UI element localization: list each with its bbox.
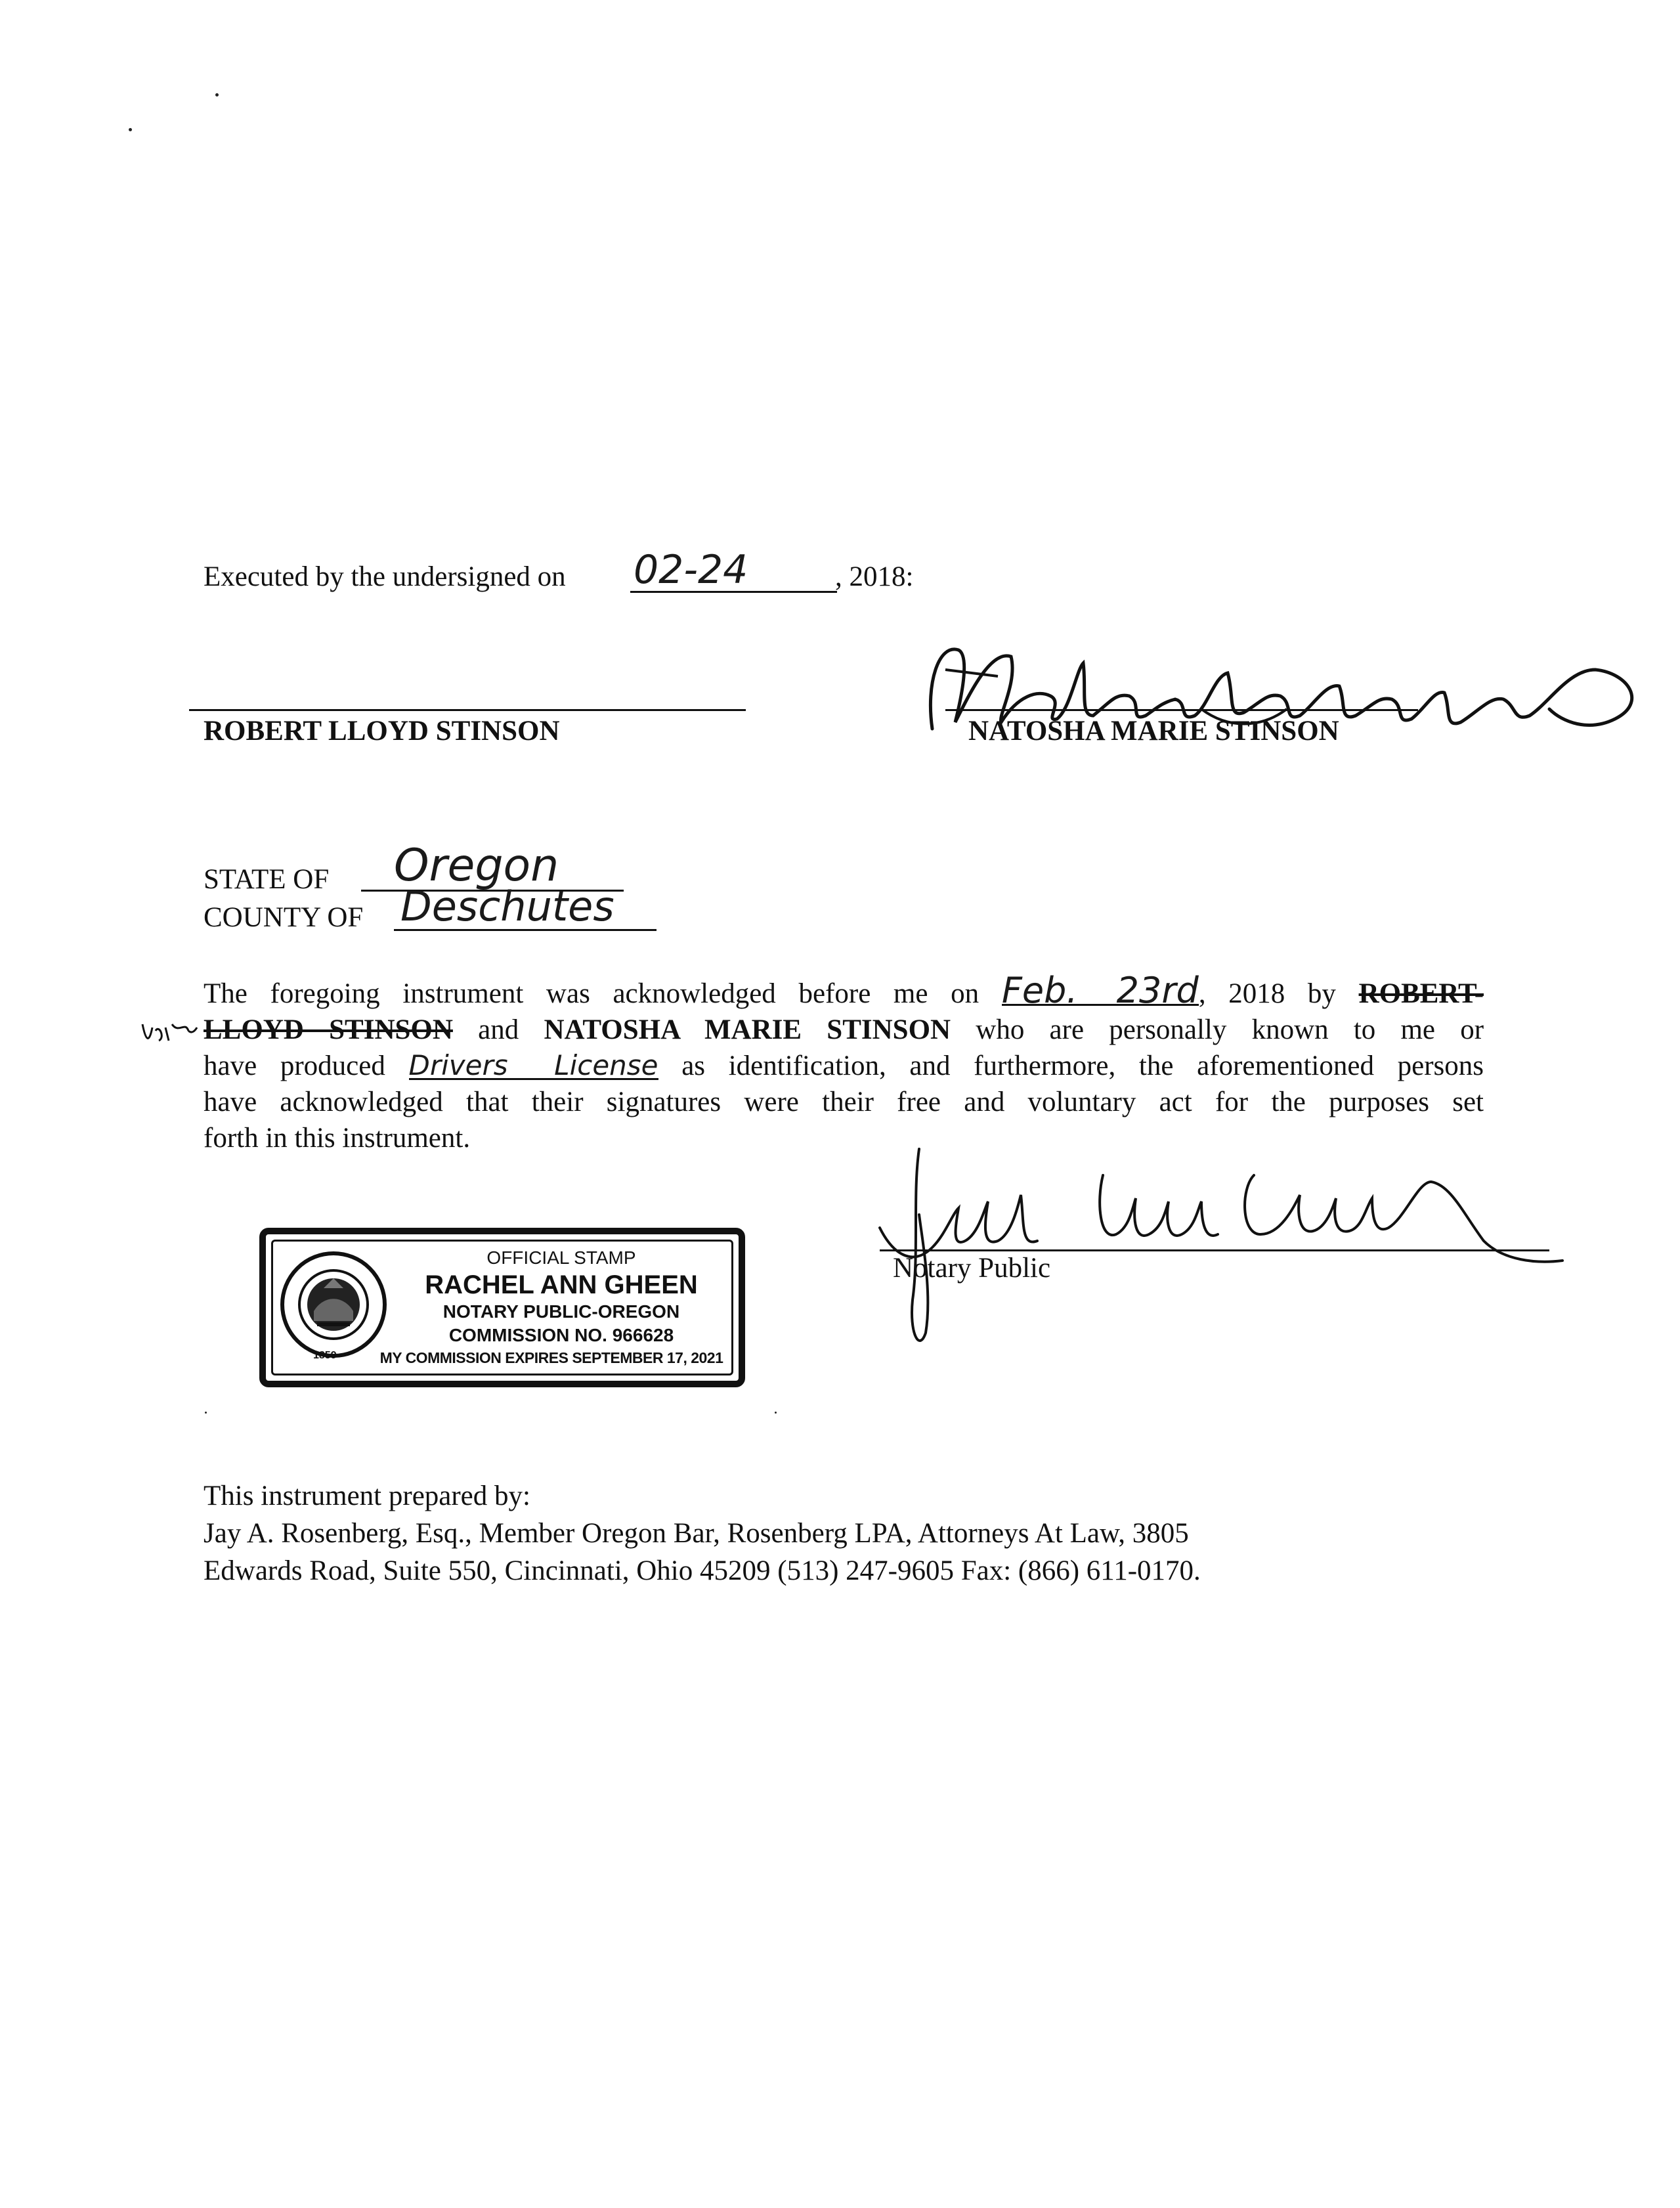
state-value-handwritten: Oregon [394, 840, 559, 892]
oregon-seal-icon [278, 1249, 389, 1360]
struck-name-part1: ROBERT- [1358, 978, 1484, 1009]
signer-name-left: ROBERT LLOYD STINSON [204, 716, 560, 747]
executed-suffix: , 2018: [835, 561, 914, 592]
stamp-line-4: COMMISSION NO. 966628 [448, 1325, 674, 1345]
stamp-line-3: NOTARY PUBLIC-OREGON [442, 1301, 680, 1322]
signature-line-left [189, 709, 746, 711]
ack-text: The foregoing instrument was acknowledged before me on [204, 978, 980, 1009]
ack-text: as identification, and furthermore, the aforementioned persons [681, 1050, 1484, 1081]
scan-speck [129, 128, 132, 131]
ack-text: who are personally known to me or [976, 1014, 1484, 1045]
ack-text: and [478, 1014, 519, 1045]
executed-date-handwritten: 02-24 [634, 547, 748, 593]
acknowledgment-paragraph [204, 970, 1484, 1156]
signature-natosha [919, 630, 1654, 768]
county-underline [394, 929, 657, 931]
scan-speck [205, 1412, 207, 1414]
county-label: COUNTY OF [204, 902, 364, 933]
signer-name-right: NATOSHA MARIE STINSON [968, 716, 1339, 747]
state-label: STATE OF [204, 864, 330, 895]
prepared-line-1: Jay A. Rosenberg, Esq., Member Oregon Bar, Rosenberg LPA, Attorneys At Law, 3805 [204, 1518, 1189, 1549]
struck-name-part2: LLOYD STINSON [204, 1014, 453, 1045]
county-value-handwritten: Deschutes [400, 882, 614, 930]
ack-row-1 [204, 970, 1484, 1012]
prepared-line-2: Edwards Road, Suite 550, Cincinnati, Ohio 45209 (513) 247-9605 Fax: (866) 611-0170. [204, 1555, 1201, 1586]
ack-row-2 [204, 1012, 1484, 1048]
ack-text: have produced [204, 1050, 385, 1081]
ack-signer-name: NATOSHA MARIE STINSON [544, 1014, 951, 1045]
scan-speck [775, 1412, 777, 1414]
signature-notary [873, 1136, 1569, 1359]
notary-stamp [259, 1228, 745, 1387]
ack-row-4: have acknowledged that their signatures were their free and voluntary act for the purposes set [204, 1087, 1484, 1117]
id-type-handwritten: Drivers License [408, 1049, 658, 1081]
executed-prefix: Executed by the undersigned on [204, 561, 566, 592]
stamp-line-1: OFFICIAL STAMP [486, 1247, 636, 1268]
executed-line [204, 563, 566, 591]
stamp-seal-year: 1859 [313, 1350, 337, 1361]
stamp-line-2: RACHEL ANN GHEEN [425, 1270, 698, 1299]
ack-date-handwritten: Feb. 23rd [1001, 970, 1199, 1011]
ack-row-3 [204, 1048, 1484, 1084]
ack-row-5: forth in this instrument. [204, 1123, 471, 1154]
scan-speck [215, 93, 219, 97]
executed-date-underline [630, 591, 837, 593]
prepared-heading: This instrument prepared by: [204, 1481, 530, 1511]
ack-text: , 2018 by [1198, 978, 1336, 1009]
stamp-line-5: MY COMMISSION EXPIRES SEPTEMBER 17, 2021 [379, 1349, 723, 1366]
notary-public-label: Notary Public [893, 1253, 1051, 1284]
margin-initials [139, 1014, 198, 1060]
